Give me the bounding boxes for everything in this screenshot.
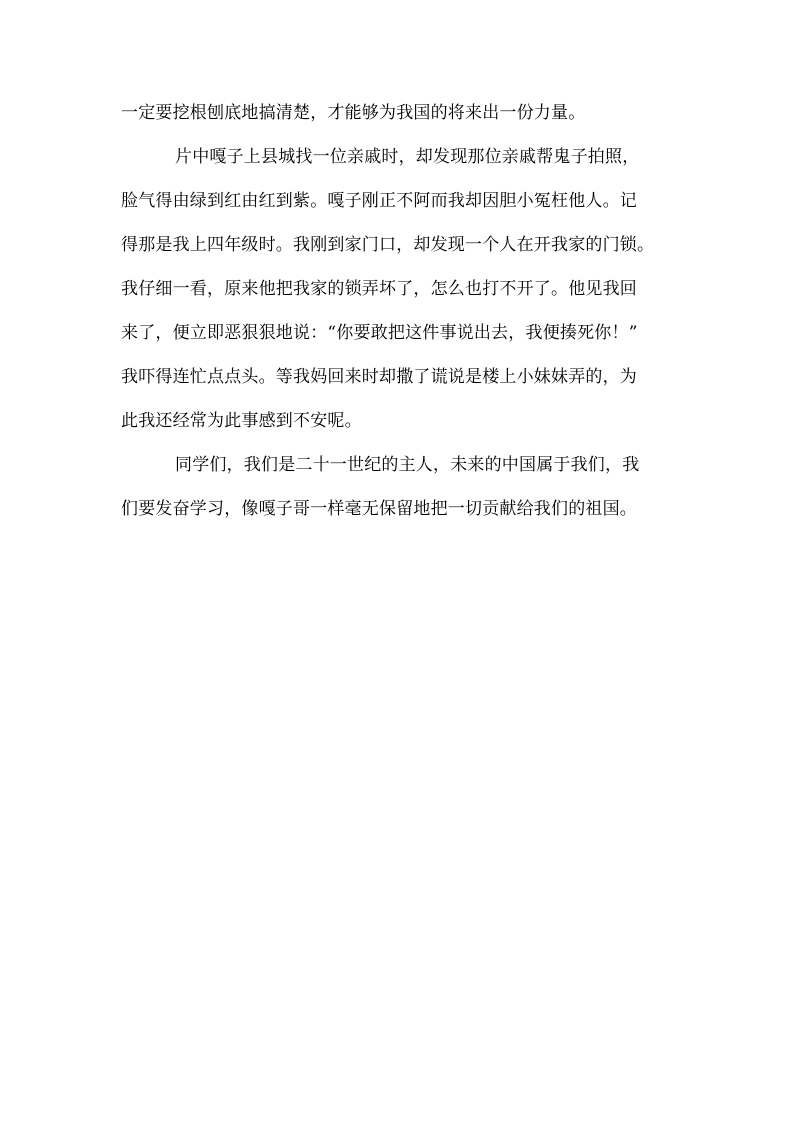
text-line: 得那是我上四年级时。我刚到家门口，却发现一个人在开我家的门锁。 — [121, 235, 655, 255]
text-line: 一定要挖根刨底地搞清楚，才能够为我国的将来出一份力量。 — [121, 103, 586, 123]
text-line: 此我还经常为此事感到不安呢。 — [121, 411, 362, 431]
text-line: 同学们，我们是二十一世纪的主人，未来的中国属于我们，我 — [175, 455, 640, 475]
text-line: 们要发奋学习，像嘎子哥一样毫无保留地把一切贡献给我们的祖国。 — [121, 499, 637, 519]
text-line: 脸气得由绿到红由红到紫。嘎子刚正不阿而我却因胆小冤枉他人。记 — [121, 191, 637, 211]
text-line: 来了，便立即恶狠狠地说：“你要敢把这件事说出去，我便揍死你！” — [121, 323, 638, 343]
text-line: 我吓得连忙点点头。等我妈回来时却撒了谎说是楼上小妹妹弄的，为 — [121, 367, 637, 387]
text-line: 我仔细一看，原来他把我家的锁弄坏了，怎么也打不开了。他见我回 — [121, 279, 637, 299]
text-line: 片中嘎子上县城找一位亲戚时，却发现那位亲戚帮鬼子拍照， — [175, 147, 640, 167]
